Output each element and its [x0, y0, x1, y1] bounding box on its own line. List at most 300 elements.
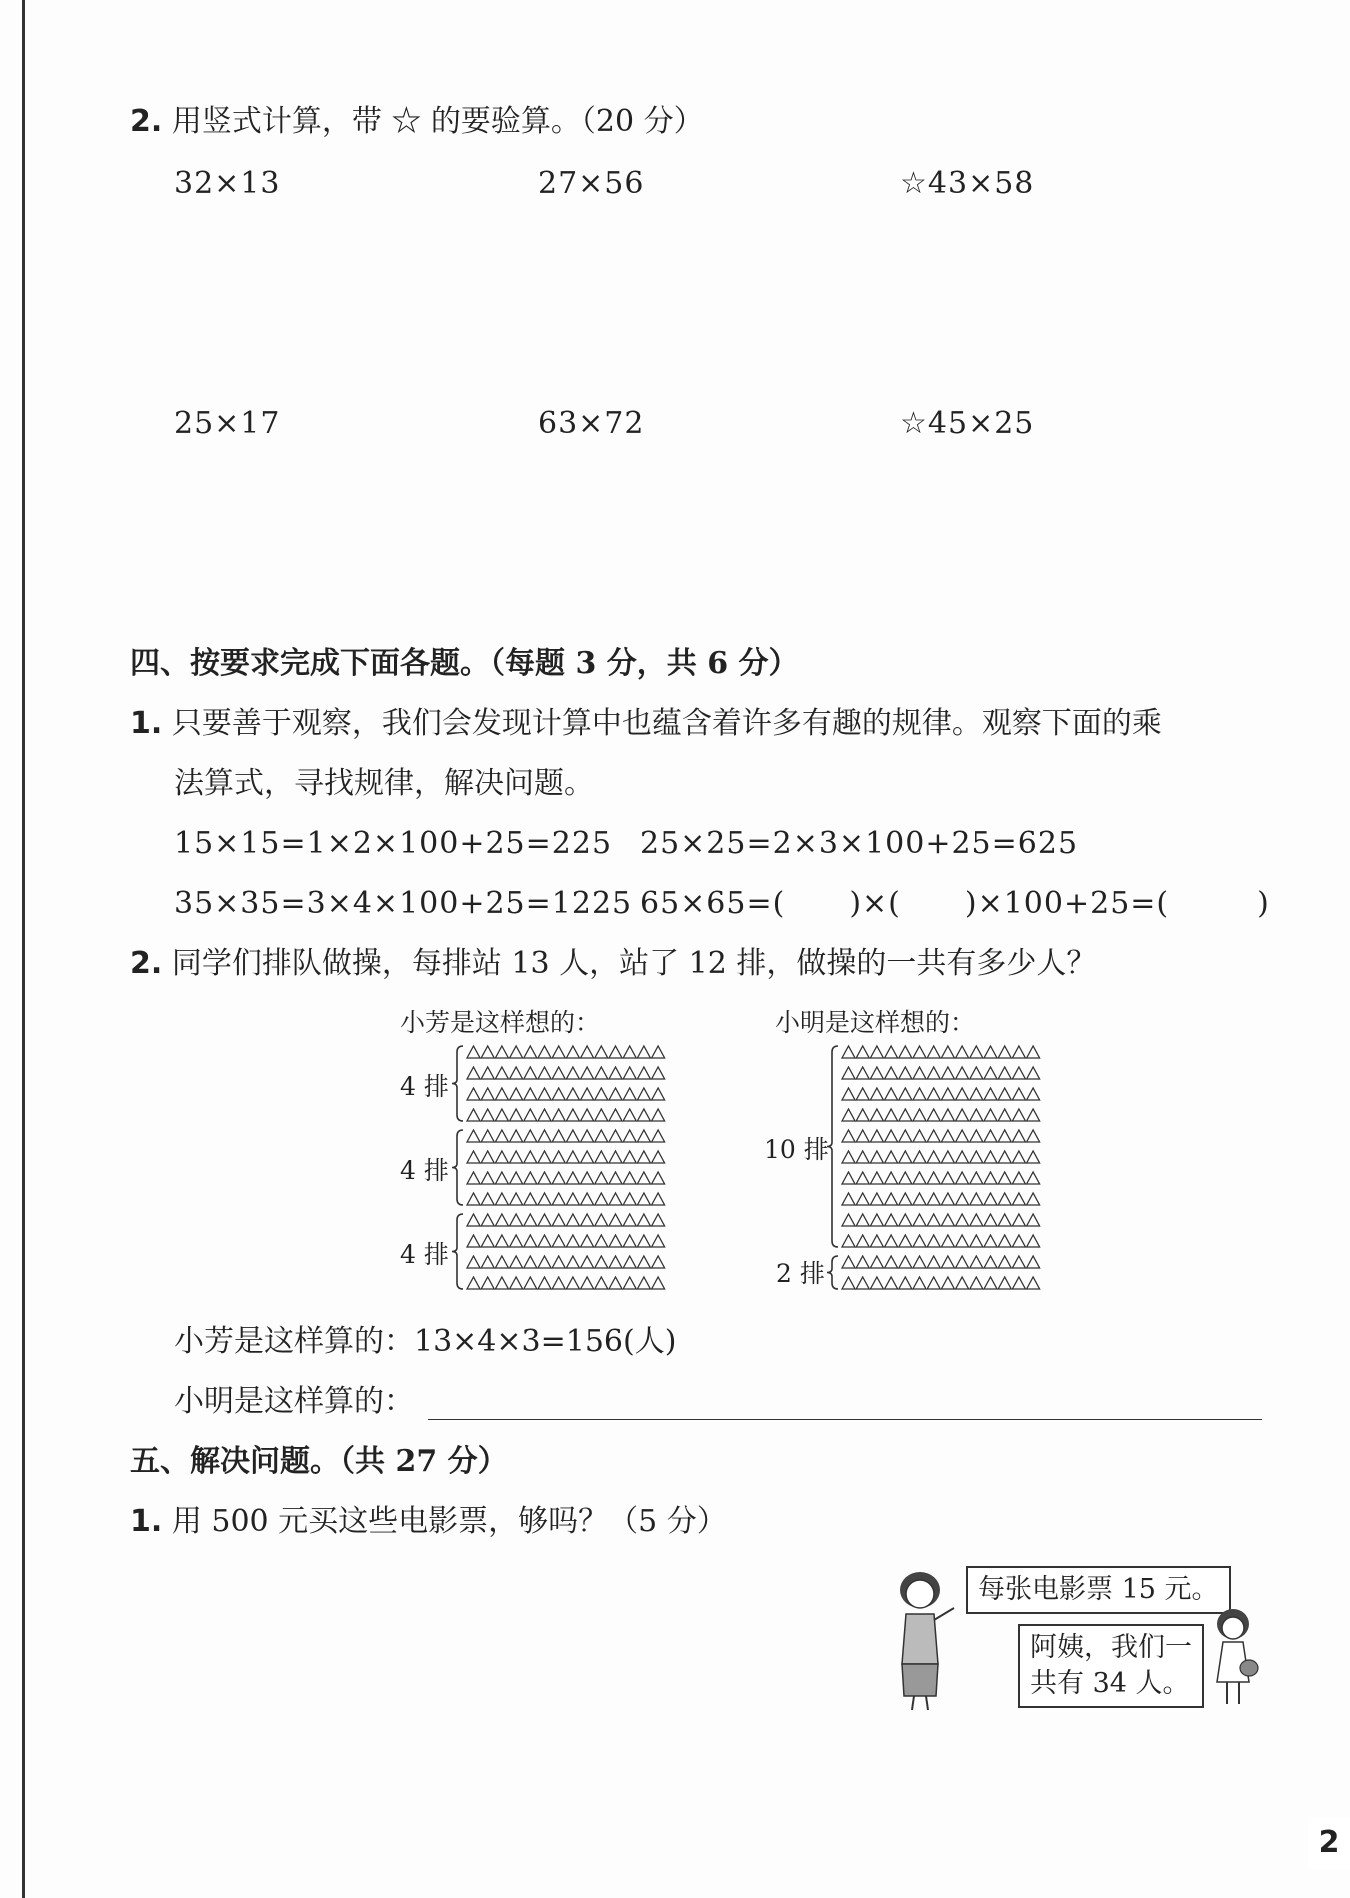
xiaofang-triangle — [623, 1214, 636, 1226]
xiaoming-triangle — [842, 1256, 855, 1268]
xiaofang-triangle — [595, 1214, 608, 1226]
xiaoming-triangle — [842, 1046, 855, 1058]
xiaofang-triangle — [538, 1067, 551, 1079]
xiaoming-triangle — [1012, 1235, 1025, 1247]
xiaofang-triangle — [481, 1151, 494, 1163]
xiaofang-triangle — [538, 1130, 551, 1142]
xiaofang-triangle — [566, 1067, 579, 1079]
xiaoming-triangle — [984, 1151, 997, 1163]
xiaofang-triangle — [467, 1235, 480, 1247]
xiaofang-triangle — [495, 1130, 508, 1142]
xiaoming-triangle — [856, 1193, 869, 1205]
q2-expr-5: 63×72 — [538, 406, 645, 441]
xiaoming-triangle — [1012, 1046, 1025, 1058]
xiaoming-triangle — [885, 1067, 898, 1079]
xiaofang-triangle — [495, 1235, 508, 1247]
xiaofang-triangle — [581, 1151, 594, 1163]
xiaofang-triangle — [524, 1088, 537, 1100]
xiaoming-triangle — [1027, 1130, 1040, 1142]
xiaofang-triangle — [538, 1235, 551, 1247]
xiaofang-triangle — [481, 1130, 494, 1142]
xiaofang-triangle — [581, 1214, 594, 1226]
xiaofang-triangle — [581, 1256, 594, 1268]
xiaoming-triangle — [998, 1277, 1011, 1289]
xiaoming-triangle — [885, 1109, 898, 1121]
xiaofang-triangle — [623, 1277, 636, 1289]
xiaofang-triangle — [510, 1172, 523, 1184]
xiaoming-triangle — [913, 1214, 926, 1226]
xiaofang-label-1: 4 排 — [400, 1072, 449, 1101]
xiaoming-triangle — [941, 1214, 954, 1226]
xiaoming-triangle — [984, 1256, 997, 1268]
xiaofang-triangle — [481, 1235, 494, 1247]
xiaoming-triangle — [941, 1151, 954, 1163]
xiaofang-triangle — [524, 1235, 537, 1247]
xiaoming-triangle — [899, 1214, 912, 1226]
xiaofang-triangle — [552, 1277, 565, 1289]
section-4-heading: 四、按要求完成下面各题。（每题 3 分，共 6 分） — [130, 646, 799, 681]
xiaoming-triangle — [941, 1256, 954, 1268]
xiaofang-triangle — [510, 1256, 523, 1268]
xiaofang-triangle — [595, 1088, 608, 1100]
xiaofang-triangle — [609, 1046, 622, 1058]
q2-title: 用竖式计算，带 ☆ 的要验算。（20 分） — [171, 104, 704, 139]
xiaofang-triangle — [623, 1172, 636, 1184]
xiaoming-triangle — [870, 1130, 883, 1142]
xiaofang-brace-2 — [452, 1130, 463, 1205]
xiaofang-triangle — [652, 1256, 665, 1268]
xiaofang-triangle — [623, 1130, 636, 1142]
xiaoming-triangle — [970, 1130, 983, 1142]
xiaoming-triangle — [941, 1172, 954, 1184]
xiaoming-triangle — [913, 1088, 926, 1100]
s4-q1-number: 1. — [130, 706, 163, 741]
xiaoming-triangle — [984, 1130, 997, 1142]
xiaoming-triangle — [856, 1277, 869, 1289]
xiaofang-triangle — [595, 1067, 608, 1079]
xiaofang-triangle — [595, 1277, 608, 1289]
xiaofang-triangle — [595, 1235, 608, 1247]
xiaoming-triangle — [984, 1046, 997, 1058]
xiaofang-triangle — [637, 1151, 650, 1163]
eq4-part-b: )×( — [849, 886, 901, 921]
xiaoming-triangle — [941, 1193, 954, 1205]
xiaofang-triangle — [609, 1193, 622, 1205]
q2-expr-6: ☆45×25 — [900, 406, 1035, 441]
xiaofang-triangle — [609, 1256, 622, 1268]
xiaoming-triangle — [899, 1151, 912, 1163]
xiaofang-triangle — [481, 1109, 494, 1121]
xiaoming-triangle — [1012, 1130, 1025, 1142]
xiaofang-triangle — [623, 1088, 636, 1100]
xiaofang-triangle — [467, 1130, 480, 1142]
xiaofang-triangle — [524, 1277, 537, 1289]
eq4-part-d: ) — [1257, 886, 1270, 921]
xiaoming-triangle — [885, 1256, 898, 1268]
xiaofang-triangle — [595, 1193, 608, 1205]
s4-q1-text-1: 只要善于观察，我们会发现计算中也蕴含着许多有趣的规律。观察下面的乘 — [171, 706, 1162, 741]
xiaofang-triangle — [552, 1151, 565, 1163]
xiaofang-triangle — [652, 1046, 665, 1058]
s4-q1-eq-2: 25×25=2×3×100+25=625 — [640, 826, 1079, 861]
xiaoming-triangle — [1027, 1046, 1040, 1058]
xiaofang-triangle — [566, 1172, 579, 1184]
xiaofang-triangle — [538, 1172, 551, 1184]
xiaofang-triangle — [581, 1088, 594, 1100]
xiaofang-triangle — [581, 1046, 594, 1058]
xiaofang-triangle — [581, 1172, 594, 1184]
xiaoming-triangle — [842, 1193, 855, 1205]
xiaoming-triangle — [970, 1235, 983, 1247]
xiaofang-triangle — [495, 1277, 508, 1289]
xiaoming-triangle — [970, 1109, 983, 1121]
xiaofang-triangle — [510, 1109, 523, 1121]
xiaoming-triangle — [956, 1277, 969, 1289]
s4-q1-text-2: 法算式，寻找规律，解决问题。 — [174, 766, 594, 801]
xiaoming-triangle — [941, 1109, 954, 1121]
s4-q1-eq-1: 15×15=1×2×100+25=225 — [174, 826, 613, 861]
xiaofang-triangle — [538, 1046, 551, 1058]
xiaoming-triangle — [941, 1235, 954, 1247]
xiaofang-triangle — [495, 1193, 508, 1205]
xiaoming-triangle — [1027, 1067, 1040, 1079]
xiaoming-triangle — [970, 1193, 983, 1205]
xiaofang-triangle — [637, 1088, 650, 1100]
xiaoming-triangle — [998, 1109, 1011, 1121]
xiaoming-triangle — [970, 1256, 983, 1268]
xiaoming-triangle — [856, 1151, 869, 1163]
s4-q2-text: 同学们排队做操，每排站 13 人，站了 12 排，做操的一共有多少人？ — [171, 946, 1097, 981]
xiaofang-triangle — [609, 1172, 622, 1184]
xiaoming-triangle — [927, 1256, 940, 1268]
xiaoming-triangle — [970, 1088, 983, 1100]
xiaofang-triangle — [495, 1256, 508, 1268]
xiaoming-triangle — [885, 1172, 898, 1184]
xiaofang-triangle — [566, 1130, 579, 1142]
xiaoming-triangle — [956, 1130, 969, 1142]
xiaofang-triangle — [623, 1151, 636, 1163]
xiaofang-triangle — [467, 1151, 480, 1163]
xiaofang-triangle — [481, 1088, 494, 1100]
xiaofang-triangle — [652, 1109, 665, 1121]
xiaofang-triangle — [552, 1046, 565, 1058]
xiaofang-triangle — [524, 1109, 537, 1121]
q2-expr-3: ☆43×58 — [900, 166, 1035, 201]
xiaoming-brace-2 — [827, 1256, 838, 1289]
xiaofang-triangle — [566, 1235, 579, 1247]
xiaoming-triangle — [998, 1130, 1011, 1142]
xiaofang-triangle — [510, 1151, 523, 1163]
xiaofang-title: 小芳是这样想的： — [400, 1008, 601, 1037]
xiaofang-triangle — [581, 1130, 594, 1142]
xiaoming-triangle — [856, 1235, 869, 1247]
girl-speech-bubble — [1018, 1624, 1204, 1708]
xiaofang-triangle — [652, 1067, 665, 1079]
xiaofang-triangle — [481, 1172, 494, 1184]
xiaoming-triangle — [984, 1067, 997, 1079]
xiaofang-triangle — [623, 1067, 636, 1079]
xiaoming-triangle — [1012, 1277, 1025, 1289]
xiaofang-triangle — [637, 1277, 650, 1289]
xiaoming-triangle — [913, 1046, 926, 1058]
s4-q1-eq-3: 35×35=3×4×100+25=1225 — [174, 886, 633, 921]
xiaoming-triangle — [956, 1067, 969, 1079]
xiaoming-triangle — [856, 1214, 869, 1226]
s5-q1-line — [130, 1504, 727, 1540]
xiaofang-triangle — [510, 1067, 523, 1079]
xiaofang-triangle — [652, 1193, 665, 1205]
xiaofang-triangle — [609, 1067, 622, 1079]
xiaoming-triangle — [1012, 1172, 1025, 1184]
xiaoming-triangle — [1027, 1088, 1040, 1100]
xiaofang-triangle — [467, 1256, 480, 1268]
xiaofang-triangle — [510, 1277, 523, 1289]
xiaofang-triangle — [481, 1277, 494, 1289]
xiaofang-triangle — [623, 1235, 636, 1247]
xiaoming-title: 小明是这样想的： — [775, 1008, 976, 1037]
xiaofang-triangle — [524, 1067, 537, 1079]
xiaoming-triangle — [956, 1193, 969, 1205]
xiaoming-triangle — [885, 1277, 898, 1289]
xiaofang-triangle — [467, 1109, 480, 1121]
xiaofang-triangle — [609, 1109, 622, 1121]
xiaoming-triangle — [856, 1256, 869, 1268]
xiaofang-triangle — [467, 1046, 480, 1058]
xiaoming-triangle — [842, 1067, 855, 1079]
xiaoming-triangle — [899, 1172, 912, 1184]
xiaoming-answer-line[interactable] — [428, 1419, 1262, 1420]
xiaofang-triangle — [623, 1193, 636, 1205]
xiaoming-triangle — [984, 1214, 997, 1226]
xiaoming-triangle — [970, 1151, 983, 1163]
xiaoming-triangle — [956, 1088, 969, 1100]
xiaoming-triangle — [870, 1193, 883, 1205]
xiaofang-triangle — [566, 1151, 579, 1163]
xiaoming-triangle — [885, 1046, 898, 1058]
xiaoming-triangle — [1027, 1214, 1040, 1226]
xiaoming-triangle — [842, 1277, 855, 1289]
xiaofang-triangle — [595, 1256, 608, 1268]
xiaofang-triangle — [552, 1256, 565, 1268]
aunt-illustration — [880, 1568, 960, 1714]
xiaofang-triangle — [538, 1109, 551, 1121]
xiaoming-triangle — [1027, 1172, 1040, 1184]
xiaofang-triangle — [510, 1130, 523, 1142]
xiaoming-triangle — [1012, 1109, 1025, 1121]
xiaoming-triangle — [899, 1277, 912, 1289]
xiaoming-triangle — [956, 1235, 969, 1247]
xiaofang-triangle — [581, 1067, 594, 1079]
xiaofang-triangle — [524, 1172, 537, 1184]
xiaoming-triangle — [984, 1172, 997, 1184]
xiaofang-triangle — [566, 1214, 579, 1226]
girl-speech-line-2: 共有 34 人。 — [1030, 1668, 1190, 1699]
xiaoming-triangle — [870, 1088, 883, 1100]
xiaofang-triangle — [552, 1130, 565, 1142]
eq4-part-c: )×100+25=( — [964, 886, 1170, 921]
xiaofang-triangle — [609, 1277, 622, 1289]
xiaofang-triangle — [637, 1046, 650, 1058]
xiaoming-triangle — [842, 1109, 855, 1121]
xiaoming-triangle — [1027, 1193, 1040, 1205]
xiaoming-triangle — [956, 1109, 969, 1121]
xiaoming-triangle — [913, 1130, 926, 1142]
xiaofang-triangle — [524, 1130, 537, 1142]
xiaofang-triangle — [538, 1277, 551, 1289]
xiaoming-triangle — [856, 1046, 869, 1058]
xiaoming-triangle — [856, 1109, 869, 1121]
xiaofang-triangle — [481, 1193, 494, 1205]
xiaofang-triangle — [652, 1277, 665, 1289]
xiaoming-triangle — [1012, 1067, 1025, 1079]
xiaofang-triangle — [495, 1067, 508, 1079]
xiaofang-triangle — [510, 1046, 523, 1058]
xiaofang-triangle — [652, 1235, 665, 1247]
girl-speech-line-1: 阿姨，我们一 — [1030, 1632, 1192, 1663]
xiaofang-triangle — [552, 1214, 565, 1226]
xiaoming-triangle — [1012, 1214, 1025, 1226]
eq4-part-a: 65×65=( — [640, 886, 786, 921]
xiaoming-triangle — [927, 1109, 940, 1121]
xiaoming-triangle — [927, 1193, 940, 1205]
xiaoming-triangle — [870, 1235, 883, 1247]
xiaoming-triangle — [941, 1046, 954, 1058]
q2-expr-1: 32×13 — [174, 166, 281, 201]
xiaoming-triangle — [856, 1172, 869, 1184]
xiaofang-triangle — [609, 1088, 622, 1100]
xiaoming-triangle — [842, 1130, 855, 1142]
s5-q1-number: 1. — [130, 1504, 163, 1539]
s5-q1-text: 用 500 元买这些电影票，够吗？（5 分） — [171, 1504, 727, 1539]
xiaoming-triangle — [984, 1277, 997, 1289]
xiaofang-triangle — [552, 1109, 565, 1121]
xiaofang-triangle — [538, 1256, 551, 1268]
xiaofang-triangle — [495, 1046, 508, 1058]
xiaoming-triangle — [899, 1088, 912, 1100]
xiaoming-triangle — [998, 1235, 1011, 1247]
xiaofang-triangle — [595, 1046, 608, 1058]
xiaoming-triangle — [941, 1088, 954, 1100]
xiaoming-triangle — [913, 1067, 926, 1079]
xiaofang-triangle — [637, 1067, 650, 1079]
xiaofang-triangle — [652, 1214, 665, 1226]
xiaofang-triangle — [552, 1088, 565, 1100]
xiaoming-triangle — [927, 1214, 940, 1226]
xiaoming-triangle — [956, 1151, 969, 1163]
xiaoming-triangle — [842, 1088, 855, 1100]
xiaofang-label-3: 4 排 — [400, 1240, 449, 1269]
xiaofang-triangle — [566, 1088, 579, 1100]
xiaoming-triangle — [870, 1214, 883, 1226]
xiaoming-triangle — [870, 1256, 883, 1268]
aunt-speech-bubble: 每张电影票 15 元。 — [966, 1566, 1231, 1614]
xiaoming-triangle — [927, 1130, 940, 1142]
xiaofang-triangle — [652, 1130, 665, 1142]
xiaoming-label-2: 2 排 — [776, 1259, 825, 1288]
xiaoming-triangle — [998, 1193, 1011, 1205]
xiaoming-triangle — [885, 1235, 898, 1247]
xiaoming-triangle — [899, 1046, 912, 1058]
xiaofang-triangle — [609, 1130, 622, 1142]
xiaoming-triangle — [913, 1256, 926, 1268]
xiaofang-triangle — [524, 1256, 537, 1268]
girl-illustration — [1205, 1606, 1265, 1710]
q2-expr-4: 25×17 — [174, 406, 281, 441]
xiaofang-triangle — [595, 1172, 608, 1184]
xiaofang-triangle — [552, 1067, 565, 1079]
xiaofang-calc: 小芳是这样算的：13×4×3=156(人) — [174, 1324, 677, 1359]
xiaoming-triangle — [913, 1151, 926, 1163]
xiaofang-brace-3 — [452, 1214, 463, 1289]
xiaoming-triangle — [856, 1130, 869, 1142]
xiaofang-triangle — [623, 1256, 636, 1268]
xiaoming-triangle — [1012, 1088, 1025, 1100]
xiaoming-triangle — [941, 1067, 954, 1079]
xiaoming-triangle — [899, 1130, 912, 1142]
xiaofang-triangle — [495, 1151, 508, 1163]
xiaoming-triangle — [899, 1256, 912, 1268]
xiaoming-triangle — [927, 1067, 940, 1079]
xiaoming-triangle — [1027, 1109, 1040, 1121]
xiaoming-triangle — [870, 1109, 883, 1121]
xiaofang-triangle — [467, 1214, 480, 1226]
xiaoming-triangle — [913, 1172, 926, 1184]
xiaofang-triangle — [637, 1214, 650, 1226]
xiaoming-triangle — [913, 1277, 926, 1289]
xiaoming-triangle — [998, 1214, 1011, 1226]
xiaoming-triangle — [984, 1235, 997, 1247]
xiaofang-triangle — [538, 1193, 551, 1205]
xiaoming-triangle — [970, 1277, 983, 1289]
xiaoming-triangle — [885, 1151, 898, 1163]
xiaofang-triangle — [467, 1277, 480, 1289]
xiaofang-triangle — [524, 1046, 537, 1058]
xiaoming-triangle — [984, 1088, 997, 1100]
xiaofang-triangle — [538, 1151, 551, 1163]
xiaoming-triangle — [998, 1088, 1011, 1100]
xiaoming-label-1: 10 排 — [764, 1135, 829, 1164]
xiaofang-triangle — [481, 1067, 494, 1079]
xiaofang-triangle — [552, 1193, 565, 1205]
q2-number: 2. — [130, 104, 163, 139]
xiaoming-triangle — [842, 1151, 855, 1163]
xiaofang-triangle — [524, 1214, 537, 1226]
xiaofang-triangle — [637, 1109, 650, 1121]
xiaoming-triangle — [913, 1193, 926, 1205]
xiaoming-triangle — [870, 1172, 883, 1184]
xiaofang-triangle — [637, 1256, 650, 1268]
xiaoming-calc-label: 小明是这样算的： — [174, 1384, 414, 1419]
page-number: 2 — [1308, 1817, 1350, 1869]
xiaofang-triangle — [481, 1046, 494, 1058]
xiaoming-triangle — [885, 1088, 898, 1100]
xiaoming-triangle — [941, 1130, 954, 1142]
xiaoming-triangle — [1027, 1277, 1040, 1289]
xiaofang-triangle — [524, 1151, 537, 1163]
xiaoming-triangle — [842, 1172, 855, 1184]
xiaofang-triangle — [510, 1088, 523, 1100]
xiaoming-triangle — [984, 1109, 997, 1121]
xiaoming-triangle — [970, 1046, 983, 1058]
xiaoming-triangle — [856, 1088, 869, 1100]
xiaoming-triangle — [856, 1067, 869, 1079]
xiaoming-triangle — [842, 1214, 855, 1226]
xiaofang-triangle — [552, 1235, 565, 1247]
xiaofang-triangle — [481, 1214, 494, 1226]
xiaoming-triangle — [1027, 1256, 1040, 1268]
xiaoming-triangle — [998, 1256, 1011, 1268]
xiaofang-triangle — [495, 1109, 508, 1121]
